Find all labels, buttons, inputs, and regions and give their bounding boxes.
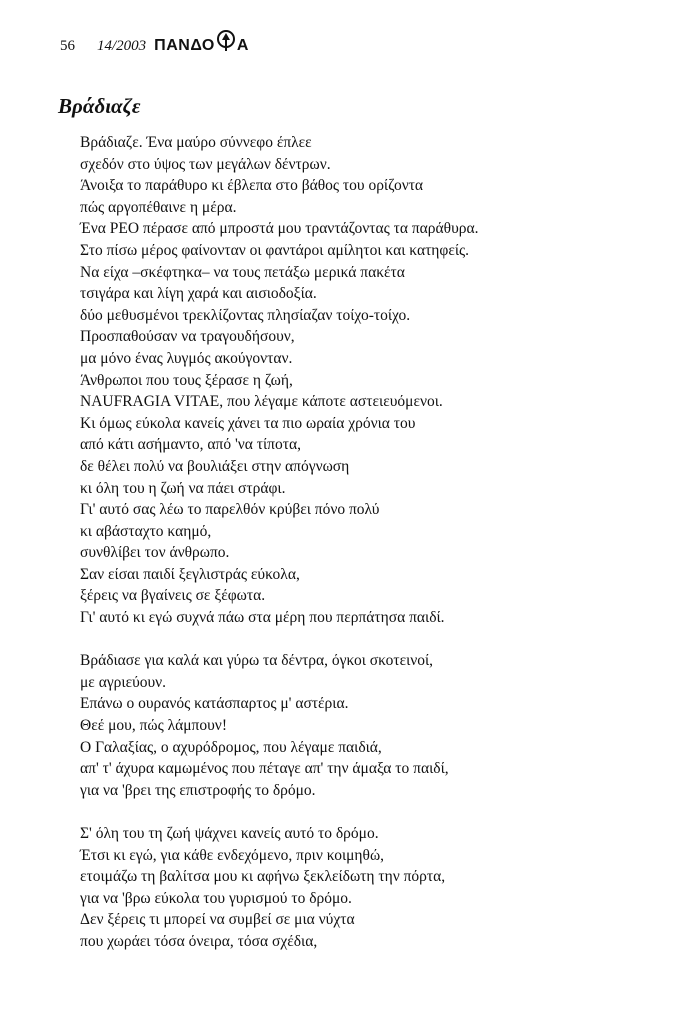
poem-line: για να 'βρω εύκολα του γυρισμού το δρόμο.	[80, 889, 352, 907]
poem-line: Επάνω ο ουρανός κατάσπαρτος μ' αστέρια.	[80, 695, 349, 713]
poem-line: τσιγάρα και λίγη χαρά και αισιοδοξία.	[80, 285, 317, 303]
poem-stanza	[80, 650, 670, 801]
poem-line: Έτσι κι εγώ, για κάθε ενδεχόμενο, πριν κοιμηθώ,	[80, 846, 385, 864]
poem-line: Να είχα –σκέφτηκα– να τους πετάξω μερικά πακέτα	[80, 263, 405, 281]
poem-body	[80, 132, 670, 974]
poem-line: Άνοιξα το παράθυρο κι έβλεπα στο βάθος του ορίζοντα	[80, 177, 424, 195]
poem-line: από κάτι ασήμαντο, από 'να τίποτα,	[80, 436, 301, 454]
page-number: 56	[60, 38, 75, 54]
poem-line: συνθλίβει τον άνθρωπο.	[80, 544, 230, 562]
magazine-name-part1: ΠΑΝΔΟ	[154, 37, 215, 54]
poem-line: δε θέλει πολύ να βουλιάξει στην απόγνωση	[80, 457, 350, 475]
poem-line: Στο πίσω μέρος φαίνονταν οι φαντάροι αμίλητοι και κατηφείς.	[80, 241, 470, 259]
poem-line: κι αβάσταχτο καημό,	[80, 522, 212, 540]
poem-line: Βράδιασε για καλά και γύρω τα δέντρα, όγκοι σκοτεινοί,	[80, 652, 434, 670]
poem-stanza	[80, 132, 670, 629]
poem-line: μα μόνο ένας λυγμός ακούγονταν.	[80, 349, 293, 367]
poem-line: σχεδόν στο ύψος των μεγάλων δέντρων.	[80, 155, 331, 173]
poem-line: με αγριεύουν.	[80, 673, 167, 691]
poem-line: ξέρεις να βγαίνεις σε ξέφωτα.	[80, 587, 266, 605]
poem-line: κι όλη του η ζωή να πάει στράφι.	[80, 479, 286, 497]
poem-line: Ένα ΡΕΟ πέρασε από μπροστά μου τραντάζοντας τα παράθυρα.	[80, 220, 479, 238]
poem-line: Γι' αυτό σας λέω το παρελθόν κρύβει πόνο πολύ	[80, 501, 380, 519]
issue-number: 14/2003	[97, 38, 147, 54]
poem-title: Βράδιαζε	[58, 94, 141, 118]
poem-line: Θεέ μου, πώς λάμπουν!	[80, 717, 227, 735]
pandora-logo-icon	[216, 30, 236, 50]
poem-line: για να 'βρει της επιστροφής το δρόμο.	[80, 781, 316, 799]
poem-line: ετοιμάζω τη βαλίτσα μου κι αφήνω ξεκλείδωτη την πόρτα,	[80, 868, 446, 886]
poem-line: πώς αργοπέθαινε η μέρα.	[80, 198, 237, 216]
poem-line: Σαν είσαι παιδί ξεγλιστράς εύκολα,	[80, 565, 300, 583]
poem-line: Προσπαθούσαν να τραγουδήσουν,	[80, 328, 295, 346]
poem-line: που χωράει τόσα όνειρα, τόσα σχέδια,	[80, 932, 318, 950]
poem-line: Κι όμως εύκολα κανείς χάνει τα πιο ωραία χρόνια του	[80, 414, 416, 432]
magazine-name-part2: Α	[236, 37, 249, 54]
poem-line: Γι' αυτό κι εγώ συχνά πάω στα μέρη που περπάτησα παιδί.	[80, 609, 445, 627]
poem-line: Ο Γαλαξίας, ο αχυρόδρομος, που λέγαμε παιδιά,	[80, 738, 382, 756]
poem-line: NAUFRAGIA VITAE, που λέγαμε κάποτε αστειευόμενοι.	[80, 393, 443, 411]
poem-line: απ' τ' άχυρα καμωμένος που πέταγε απ' την άμαξα το παιδί,	[80, 760, 449, 778]
poem-line: Βράδιαζε. Ένα μαύρο σύννεφο έπλεε	[80, 134, 312, 151]
poem-line: Δεν ξέρεις τι μπορεί να συμβεί σε μια νύχτα	[80, 911, 355, 929]
poem-line: Σ' όλη του τη ζωή ψάχνει κανείς αυτό το δρόμο.	[80, 825, 379, 842]
poem-line: Άνθρωποι που τους ξέρασε η ζωή,	[80, 371, 293, 389]
poem-stanza	[80, 823, 670, 953]
poem-line: δύο μεθυσμένοι τρεκλίζοντας πλησίαζαν τοίχο-τοίχο.	[80, 306, 411, 324]
page-header	[60, 30, 249, 52]
